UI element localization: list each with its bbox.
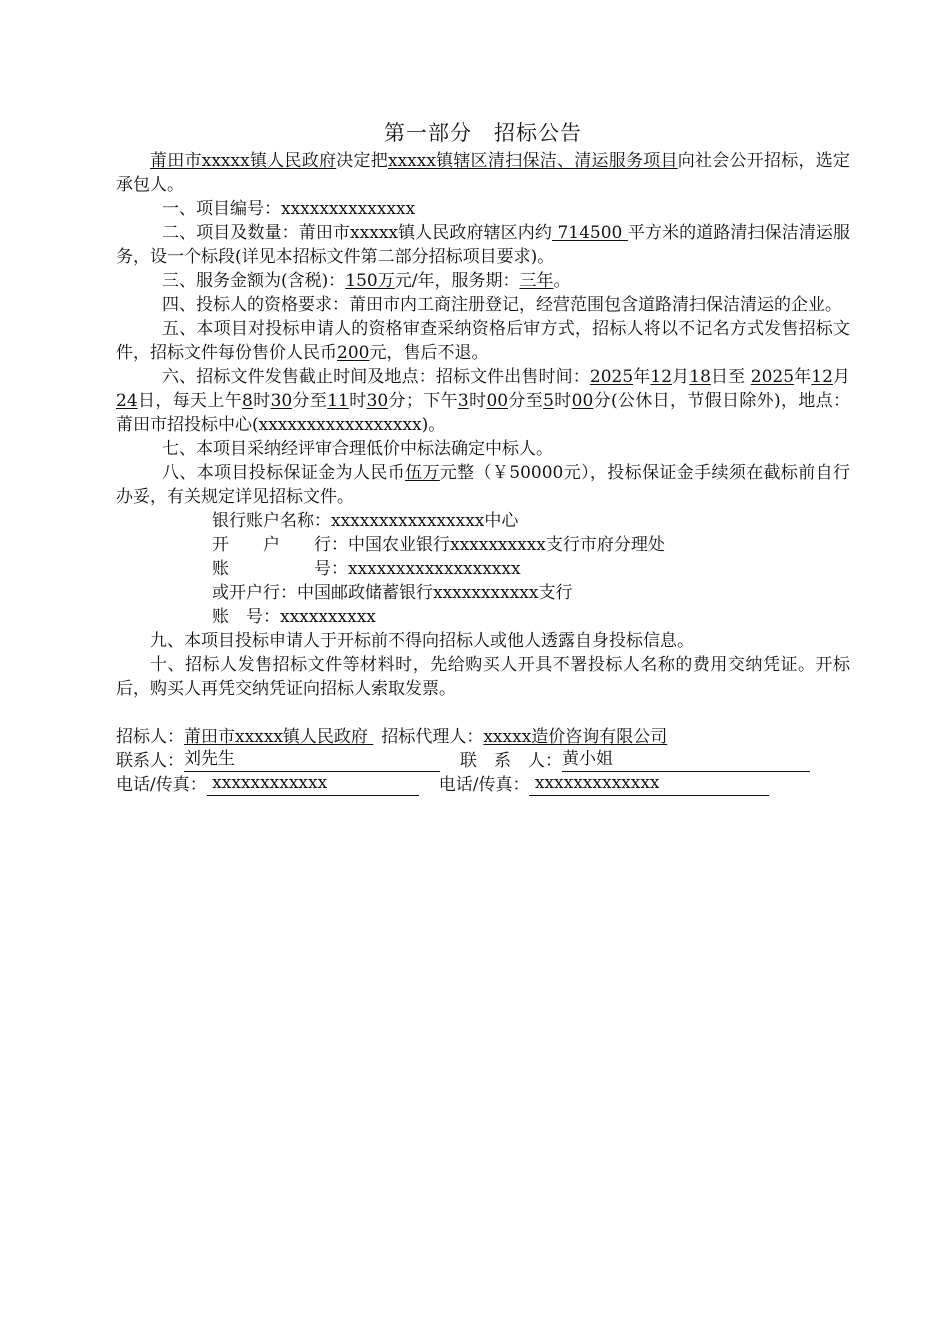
item-service-amount: 三、服务金额为(含税)：150万元/年，服务期：三年。: [162, 271, 571, 291]
bank-branch: 开 户 行：中国农业银行xxxxxxxxxx支行市府分理处: [212, 535, 665, 555]
amount-value: 150万: [345, 271, 395, 291]
signature-row-3: 电话/传真： xxxxxxxxxxxx 电话/传真： xxxxxxxxxxxxx: [116, 773, 850, 797]
item-receipt: 十、招标人发售招标文件等材料时，先给购买人开具不署投标人名称的费用交纳凭证。开标后，购买人再凭交纳凭证向招标人索取发票。: [116, 655, 850, 699]
item-project-number: 一、项目编号：xxxxxxxxxxxxxx: [162, 199, 416, 219]
bank-account-name: 银行账户名称：xxxxxxxxxxxxxxxx中心: [212, 511, 519, 531]
spacer: [116, 701, 850, 725]
contact2-name: 黄小姐: [562, 749, 810, 772]
deposit-value: 伍万: [405, 463, 440, 483]
item-project-quantity: 二、项目及数量：莆田市xxxxx镇人民政府辖区内约 714500 平方米的道路清扫保洁清运服务，设一个标段(详见本招标文件第二部分招标项目要求)。: [116, 223, 851, 267]
price-value: 200: [337, 343, 370, 363]
signature-row-2: 联系人： 刘先生 联 系 人： 黄小姐: [116, 749, 850, 773]
phone2-value: xxxxxxxxxxxxx: [529, 773, 769, 796]
item-confidentiality: 九、本项目投标申请人于开标前不得向招标人或他人透露自身投标信息。: [150, 631, 694, 651]
item-review-method: 五、本项目对投标申请人的资格审查采纳资格后审方式，招标人将以不记名方式发售招标文件，招标文件每份售价人民币200元，售后不退。: [116, 319, 850, 363]
page-title: 第一部分 招标公告: [384, 121, 582, 145]
issuer-org: 莆田市xxxxx镇人民政府: [150, 151, 337, 171]
contact-name: 刘先生: [184, 749, 440, 772]
item-sale-time: 六、招标文件发售截止时间及地点：招标文件出售时间：2025年12月18日至 2025年12月24日，每天上午8时30分至11时30分；下午3时00分至5时00分(公休日，节假日除外)，地点：莆田市招投标中心(xxxxxxxxxxxxxxxxx)。: [116, 367, 851, 435]
item-deposit: 八、本项目投标保证金为人民币伍万元整（￥50000元），投标保证金手续须在截标前自行办妥，有关规定详见招标文件。: [116, 463, 851, 507]
bank-alt-account: 账 号：xxxxxxxxxx: [212, 607, 376, 627]
intro-paragraph: 莆田市xxxxx镇人民政府决定把xxxxx镇辖区清扫保洁、清运服务项目向社会公开招标，选定承包人。: [116, 151, 851, 195]
agent-name: xxxxx造价咨询有限公司: [483, 727, 668, 747]
project-name: xxxxx镇辖区清扫保洁、清运服务项目: [387, 151, 678, 171]
period-value: 三年: [519, 271, 554, 291]
tenderer-name: 莆田市xxxxx镇人民政府: [184, 727, 374, 747]
bank-account-number: 账 号：xxxxxxxxxxxxxxxxxx: [212, 559, 521, 579]
item-qualification: 四、投标人的资格要求：莆田市内工商注册登记，经营范围包含道路清扫保洁清运的企业。: [162, 295, 842, 315]
area-value: 714500: [551, 223, 628, 243]
bank-alt-branch: 或开户行：中国邮政储蓄银行xxxxxxxxxxx支行: [212, 583, 573, 603]
signature-row-1: 招标人： 莆田市xxxxx镇人民政府 招标代理人： xxxxx造价咨询有限公司: [116, 727, 668, 747]
phone-value: xxxxxxxxxxxx: [207, 773, 419, 796]
item-evaluation-method: 七、本项目采纳经评审合理低价中标法确定中标人。: [162, 439, 553, 459]
